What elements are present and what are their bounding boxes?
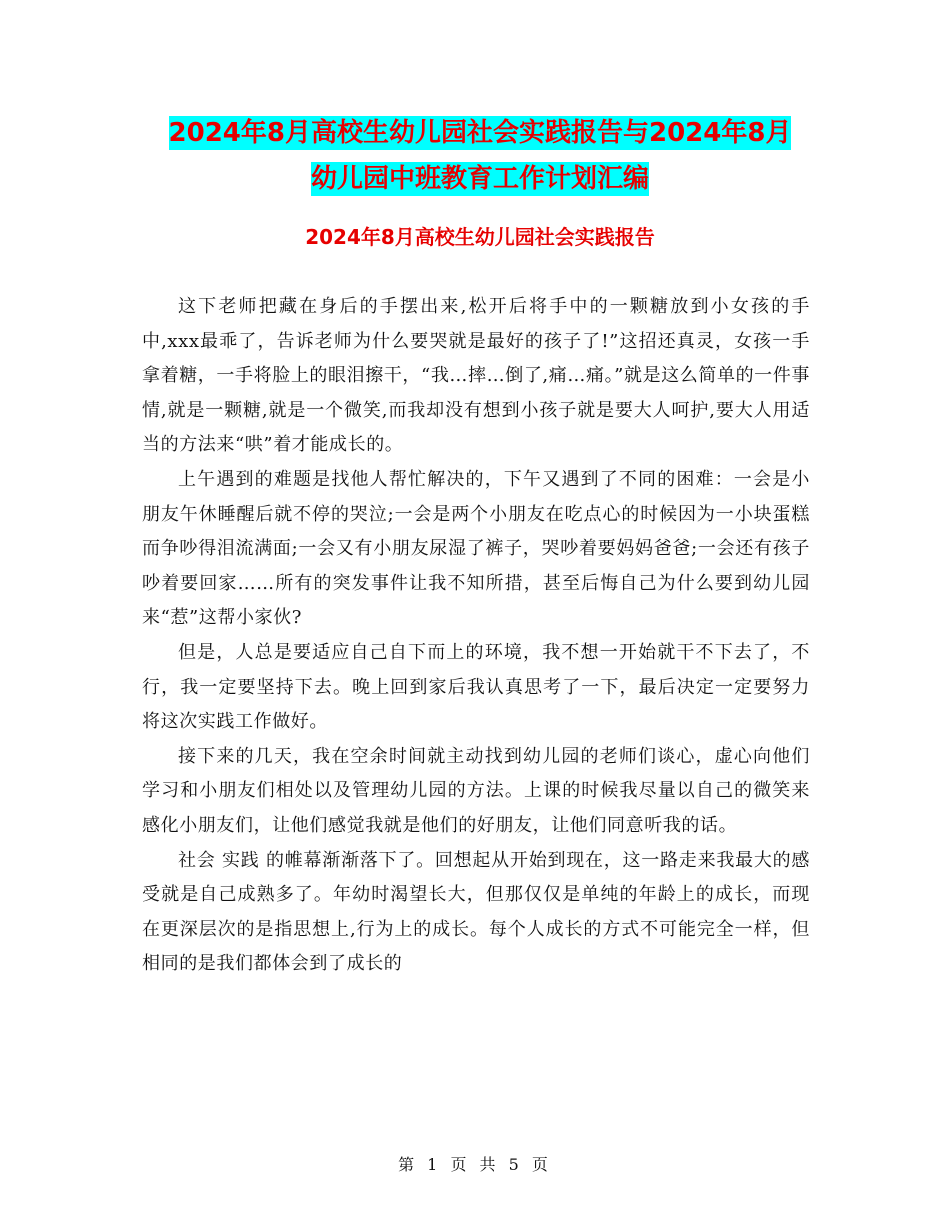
page-footer: 第 1 页 共 5 页 — [398, 1155, 552, 1174]
document-title — [140, 110, 820, 202]
paragraph-3: 但是，人总是要适应自己自下而上的环境，我不想一开始就干不下去了，不行，我一定要坚持下去。晚上回到家后我认真思考了一下，最后决定一定要努力将这次实践工作做好。 — [142, 641, 810, 733]
section-heading: 2024年8月高校生幼儿园社会实践报告 — [305, 225, 655, 249]
title-line-1: 2024年8月高校生幼儿园社会实践报告与2024年8月 — [168, 118, 792, 148]
title-line-2: 幼儿园中班教育工作计划汇编 — [310, 164, 649, 194]
body-text — [142, 290, 810, 982]
paragraph-5: 社会 实践 的帷幕渐渐落下了。回想起从开始到现在，这一路走来我最大的感受就是自己成熟多了。年幼时渴望长大，但那仅仅是单纯的年龄上的成长，而现在更深层次的是指思想上,行为上的成长。每个人成长的方式不可能完全一样，但相同的是我们都体会到了成长的 — [142, 849, 810, 975]
paragraph-4: 接下来的几天，我在空余时间就主动找到幼儿园的老师们谈心，虚心向他们学习和小朋友们相处以及管理幼儿园的方法。上课的时候我尽量以自己的微笑来感化小朋友们，让他们感觉我就是他们的好朋友，让他们同意听我的话。 — [142, 745, 810, 836]
paragraph-2: 上午遇到的难题是找他人帮忙解决的，下午又遇到了不同的困难：一会是小朋友午休睡醒后就不停的哭泣;一会是两个小朋友在吃点心的时候因为一小块蛋糕而争吵得泪流满面;一会又有小朋友尿湿了裤子，哭吵着要妈妈爸爸;一会还有孩子吵着要回家……所有的突发事件让我不知所措，甚至后悔自己为什么要到幼儿园来“惹”这帮小家伙? — [142, 468, 810, 629]
paragraph-1: 这下老师把藏在身后的手摆出来,松开后将手中的一颗糖放到小女孩的手中,xxx最乖了，告诉老师为什么要哭就是最好的孩子了!”这招还真灵，女孩一手拿着糖，一手将脸上的眼泪擦干，“我…摔…倒了,痛…痛。”就是这么简单的一件事情,就是一颗糖,就是一个微笑,而我却没有想到小孩子就是要大人呵护,要大人用适当的方法来“哄”着才能成长的。 — [142, 296, 810, 456]
